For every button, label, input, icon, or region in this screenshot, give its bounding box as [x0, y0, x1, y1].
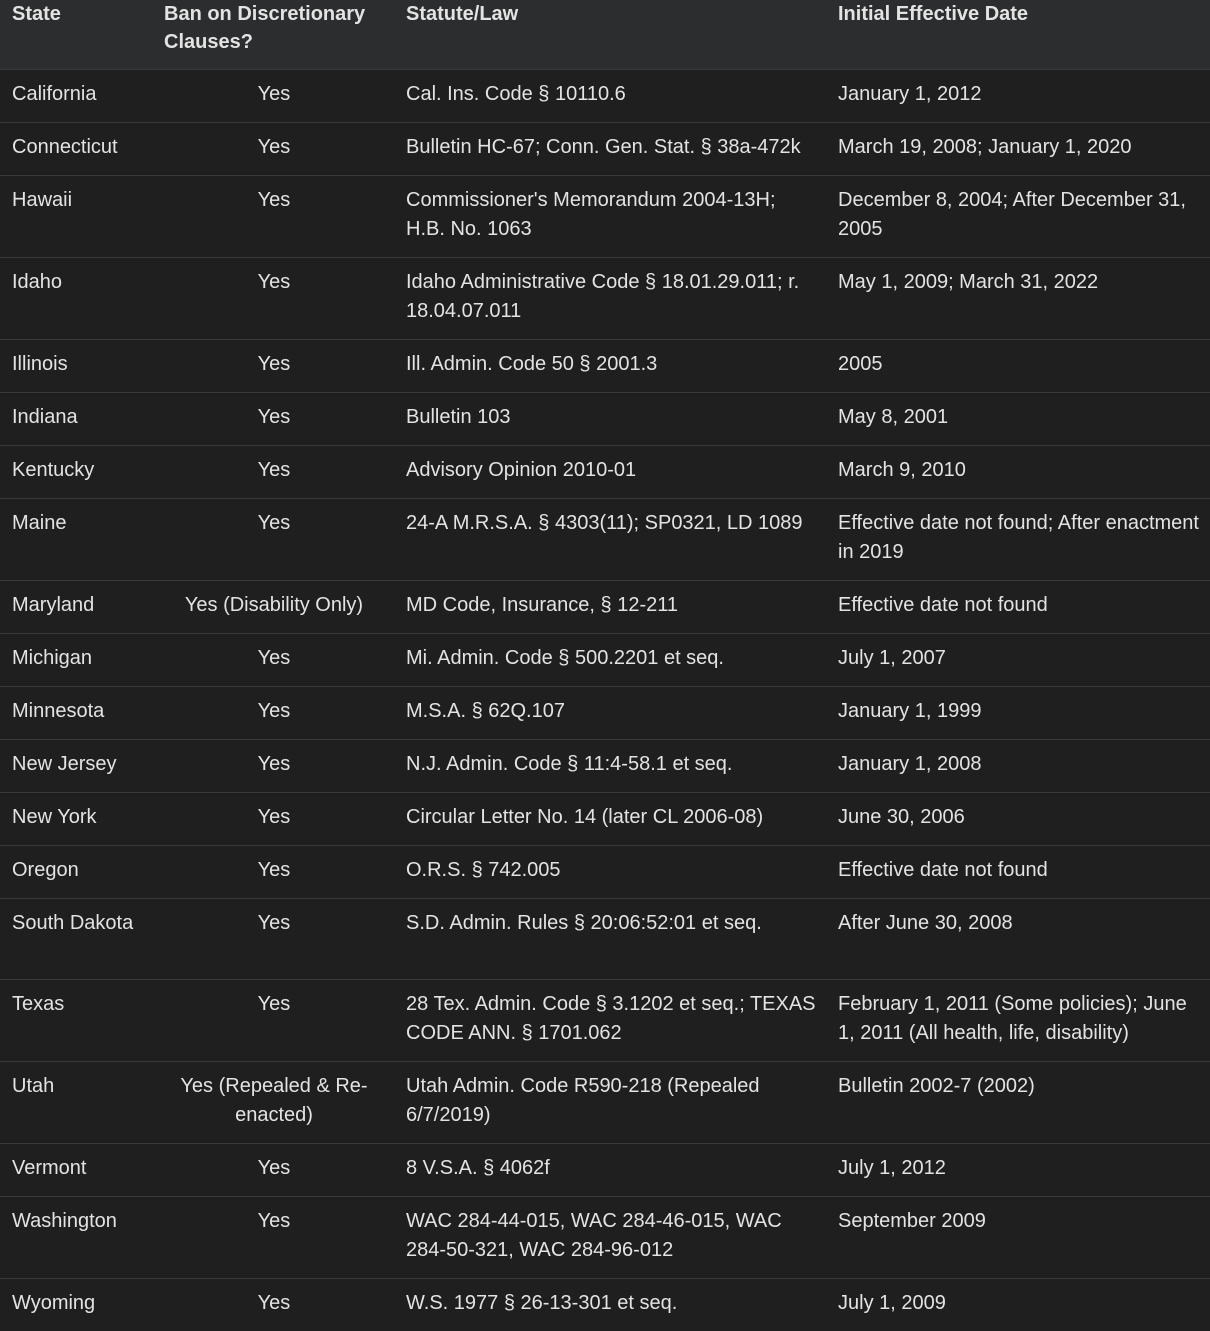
- state-cell: Maryland: [12, 593, 95, 616]
- statute-cell: Ill. Admin. Code 50 § 2001.3: [406, 352, 658, 375]
- statute-cell: 8 V.S.A. § 4062f: [406, 1156, 550, 1179]
- ban-cell: Yes: [257, 752, 291, 775]
- header-state: State: [12, 3, 61, 25]
- state-cell: Connecticut: [12, 135, 118, 158]
- statute-cell: Bulletin 103: [406, 405, 511, 428]
- statute-cell: 28 Tex. Admin. Code § 3.1202 et seq.; TEXAS CODE ANN. § 1701.062: [406, 992, 816, 1044]
- table-row: [0, 122, 1210, 175]
- state-cell: Indiana: [12, 405, 78, 428]
- header-row: [0, 0, 1210, 69]
- ban-cell: Yes: [257, 135, 291, 158]
- statute-cell: Bulletin HC-67; Conn. Gen. Stat. § 38a-472k: [406, 135, 801, 158]
- table-row: [0, 792, 1210, 845]
- state-cell: Maine: [12, 511, 67, 534]
- date-cell: December 8, 2004; After December 31, 2005: [838, 188, 1186, 240]
- state-cell: Minnesota: [12, 699, 105, 722]
- ban-cell: Yes (Repealed & Re-enacted): [180, 1074, 368, 1126]
- ban-cell: Yes: [257, 992, 291, 1015]
- date-cell: May 1, 2009; March 31, 2022: [838, 270, 1099, 293]
- table-row: [0, 633, 1210, 686]
- table-row: [0, 1143, 1210, 1196]
- state-cell: Hawaii: [12, 188, 73, 211]
- header-statute: Statute/Law: [406, 3, 519, 25]
- statute-cell: WAC 284-44-015, WAC 284-46-015, WAC 284-50-321, WAC 284-96-012: [406, 1209, 782, 1261]
- statute-cell: Mi. Admin. Code § 500.2201 et seq.: [406, 646, 724, 669]
- date-cell: Effective date not found; After enactment in 2019: [838, 511, 1199, 563]
- table-row: [0, 498, 1210, 580]
- statute-cell: Utah Admin. Code R590-218 (Repealed 6/7/2019): [406, 1074, 760, 1126]
- date-cell: January 1, 1999: [838, 699, 982, 722]
- table-row: [0, 898, 1210, 979]
- date-cell: July 1, 2009: [838, 1291, 946, 1314]
- ban-cell: Yes: [257, 458, 291, 481]
- ban-cell: Yes: [257, 1156, 291, 1179]
- date-cell: Effective date not found: [838, 593, 1048, 616]
- statute-cell: Advisory Opinion 2010-01: [406, 458, 637, 481]
- state-cell: New Jersey: [12, 752, 117, 775]
- ban-cell: Yes: [257, 188, 291, 211]
- ban-cell: Yes: [257, 805, 291, 828]
- date-cell: March 9, 2010: [838, 458, 966, 481]
- statute-cell: Circular Letter No. 14 (later CL 2006-08): [406, 805, 764, 828]
- ban-cell: Yes: [257, 1291, 291, 1314]
- statute-cell: Commissioner's Memorandum 2004-13H; H.B. No. 1063: [406, 188, 776, 240]
- date-cell: After June 30, 2008: [838, 911, 1013, 934]
- state-cell: Texas: [12, 992, 65, 1015]
- date-cell: July 1, 2007: [838, 646, 946, 669]
- state-cell: Oregon: [12, 858, 79, 881]
- ban-cell: Yes: [257, 511, 291, 534]
- table-row: [0, 339, 1210, 392]
- statute-cell: MD Code, Insurance, § 12-211: [406, 593, 679, 616]
- table-row: [0, 69, 1210, 122]
- state-cell: Idaho: [12, 270, 63, 293]
- statute-cell: N.J. Admin. Code § 11:4-58.1 et seq.: [406, 752, 733, 775]
- state-cell: Michigan: [12, 646, 93, 669]
- table-row: [0, 392, 1210, 445]
- table-row: [0, 445, 1210, 498]
- date-cell: September 2009: [838, 1209, 986, 1232]
- table-row: [0, 739, 1210, 792]
- date-cell: March 19, 2008; January 1, 2020: [838, 135, 1132, 158]
- date-cell: January 1, 2012: [838, 82, 982, 105]
- table-header: [0, 0, 1210, 69]
- state-cell: Kentucky: [12, 458, 95, 481]
- ban-cell: Yes: [257, 82, 291, 105]
- table-row: [0, 175, 1210, 257]
- state-cell: Washington: [12, 1209, 117, 1232]
- ban-cell: Yes: [257, 1209, 291, 1232]
- date-cell: May 8, 2001: [838, 405, 949, 428]
- statute-cell: Cal. Ins. Code § 10110.6: [406, 82, 626, 105]
- date-cell: Bulletin 2002-7 (2002): [838, 1074, 1035, 1097]
- state-cell: New York: [12, 805, 97, 828]
- statute-cell: Idaho Administrative Code § 18.01.29.011; r. 18.04.07.011: [406, 270, 800, 322]
- ban-cell: Yes: [257, 270, 291, 293]
- table-row: [0, 1196, 1210, 1278]
- table-row: [0, 1061, 1210, 1143]
- state-cell: California: [12, 82, 97, 105]
- table-row: [0, 257, 1210, 339]
- date-cell: 2005: [838, 352, 883, 375]
- state-cell: South Dakota: [12, 911, 134, 934]
- table-row: [0, 580, 1210, 633]
- date-cell: Effective date not found: [838, 858, 1048, 881]
- ban-cell: Yes: [257, 352, 291, 375]
- table-body: [0, 69, 1210, 1331]
- date-cell: January 1, 2008: [838, 752, 982, 775]
- statute-cell: W.S. 1977 § 26-13-301 et seq.: [406, 1291, 678, 1314]
- ban-cell: Yes: [257, 858, 291, 881]
- date-cell: July 1, 2012: [838, 1156, 946, 1179]
- state-cell: Illinois: [12, 352, 68, 375]
- statute-cell: 24-A M.R.S.A. § 4303(11); SP0321, LD 1089: [406, 511, 803, 534]
- ban-cell: Yes: [257, 405, 291, 428]
- ban-cell: Yes: [257, 699, 291, 722]
- state-cell: Utah: [12, 1074, 55, 1097]
- header-ban: Ban on Discretionary Clauses?: [164, 3, 366, 53]
- statute-cell: O.R.S. § 742.005: [406, 858, 561, 881]
- state-cell: Wyoming: [12, 1291, 96, 1314]
- table-row: [0, 1278, 1210, 1331]
- header-date: Initial Effective Date: [838, 3, 1029, 25]
- statute-cell: M.S.A. § 62Q.107: [406, 699, 565, 722]
- table-row: [0, 845, 1210, 898]
- ban-cell: Yes: [257, 646, 291, 669]
- date-cell: June 30, 2006: [838, 805, 965, 828]
- ban-cell: Yes: [257, 911, 291, 934]
- statute-cell: S.D. Admin. Rules § 20:06:52:01 et seq.: [406, 911, 762, 934]
- ban-cell: Yes (Disability Only): [184, 593, 364, 616]
- table-row: [0, 979, 1210, 1061]
- table-row: [0, 686, 1210, 739]
- date-cell: February 1, 2011 (Some policies); June 1, 2011 (All health, life, disability): [838, 992, 1187, 1044]
- state-cell: Vermont: [12, 1156, 87, 1179]
